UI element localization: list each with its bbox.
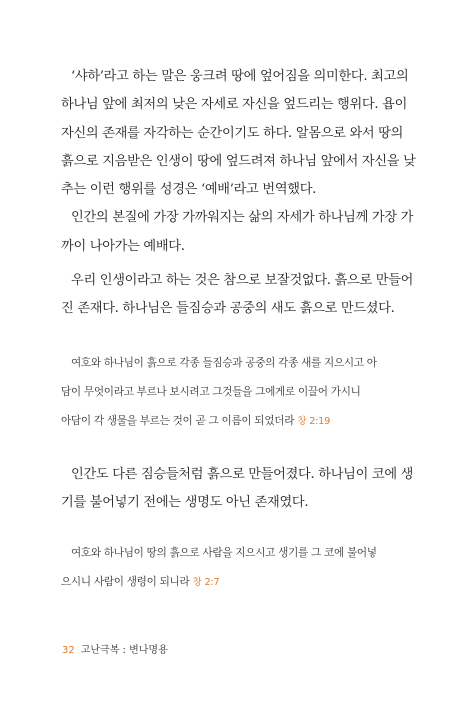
paragraph-dust: [61, 267, 418, 324]
quote-line: 여호와 하나님이 흙으로 각종 들짐승과 공중의 각종 새를 지으시고 아: [71, 357, 377, 369]
scripture-quote-genesis-2-7: [61, 539, 423, 597]
scripture-quote-genesis-2-19: [61, 349, 423, 436]
text-line: ‘샤하’라고 하는 말은 웅크려 땅에 엎어짐을 의미한다. 최고의: [71, 69, 409, 84]
running-title: 고난극복 : 변나명용: [80, 645, 168, 656]
text-line: 자신의 존재를 자각하는 순간이기도 하다. 알몸으로 와서 땅의: [61, 125, 404, 141]
text-line: 추는 이런 행위를 성경은 ‘예배’라고 번역했다.: [61, 182, 317, 198]
page-number: 32: [62, 645, 75, 656]
text-line: 인간의 본질에 가장 가까워지는 삶의 자세가 하나님께 가장 가: [71, 210, 414, 226]
page-footer: [62, 641, 168, 656]
scripture-reference: 창 2:7: [192, 577, 220, 588]
paragraph-breath: [61, 461, 418, 518]
scripture-reference: 창 2:19: [297, 416, 331, 427]
quote-line: 담이 무엇이라고 부르나 보시려고 그것들을 그에게로 이끌어 가시니: [61, 386, 361, 398]
text-line: 흙으로 지음받은 인생이 땅에 엎드려져 하나님 앞에서 자신을 낮: [61, 153, 416, 169]
text-line: 기를 불어넣기 전에는 생명도 아닌 존재였다.: [61, 495, 309, 511]
quote-line: 으시니 사람이 생령이 되니라: [61, 576, 190, 588]
paragraph-shaha: [61, 63, 418, 261]
text-line: 진 존재다. 하나님은 들짐승과 공중의 새도 흙으로 만드셨다.: [61, 301, 395, 317]
quote-line: 여호와 하나님이 땅의 흙으로 사람을 지으시고 생기를 그 코에 불어넣: [71, 547, 377, 559]
text-line: 인간도 다른 짐승들처럼 흙으로 만들어졌다. 하나님이 코에 생: [71, 467, 414, 482]
quote-line: 아담이 각 생물을 부르는 것이 곧 그 이름이 되었더라: [61, 415, 295, 427]
text-line: 까이 나아가는 예배다.: [61, 238, 185, 254]
text-line: 우리 인생이라고 하는 것은 참으로 보잘것없다. 흙으로 만들어: [71, 273, 414, 288]
text-line: 하나님 앞에 최저의 낮은 자세로 자신을 엎드리는 행위다. 욥이: [61, 97, 408, 113]
